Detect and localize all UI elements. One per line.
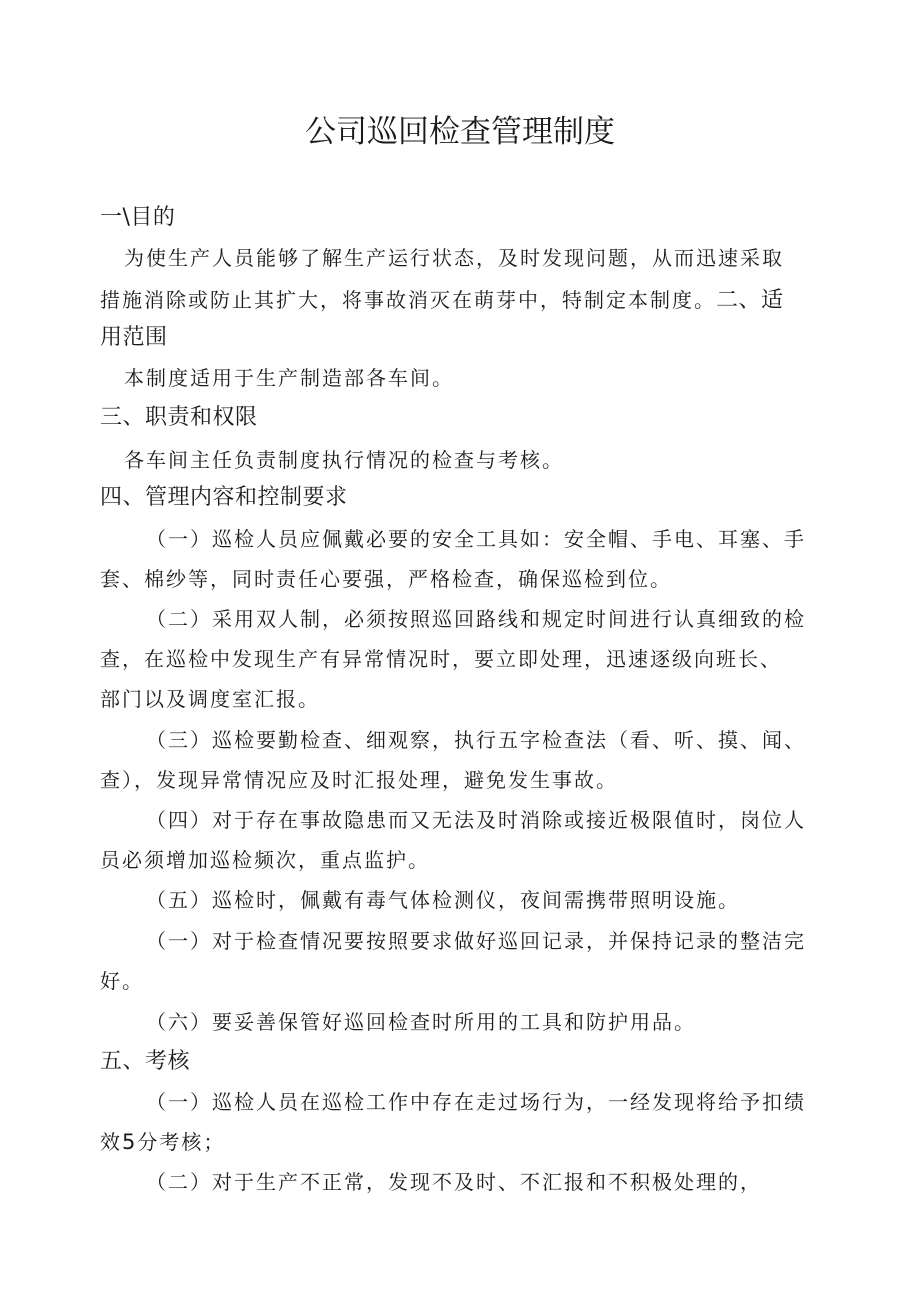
paragraph-line: 部门以及调度室汇报。: [100, 687, 320, 711]
paragraph-text: 分考核；: [137, 1130, 226, 1154]
paragraph-line: （一）巡检人员在巡检工作中存在走过场行为，一经发现将给予扣绩: [146, 1090, 806, 1114]
paragraph-line: [100, 1122, 822, 1162]
paragraph-line: 查，在巡检中发现生产有异常情况时，要立即处理，迅速逐级向班长、: [100, 647, 782, 671]
paragraph-line: （二）对于生产不正常，发现不及时、不汇报和不积极处理的，: [146, 1170, 762, 1194]
paragraph-text: 措施消除或防止其扩大，将事故消灭在萌芽中，特制定本制度。: [100, 288, 716, 312]
section-heading-management: 四、管理内容和控制要求: [100, 485, 348, 510]
paragraph-line: 查），发现异常情况应及时汇报处理，避免发生事故。: [100, 768, 618, 792]
paragraph-line: 员必须增加巡检频次，重点监护。: [100, 848, 430, 872]
paragraph-line: （一）巡检人员应佩戴必要的安全工具如：安全帽、手电、耳塞、手: [146, 527, 806, 551]
section-heading-scope-cont: 用范围: [100, 325, 168, 350]
paragraph-line: （六）要妥善保管好巡回检查时所用的工具和防护用品。: [146, 1010, 696, 1034]
paragraph-line: 为使生产人员能够了解生产运行状态，及时发现问题，从而迅速采取: [124, 246, 784, 270]
paragraph-line: 各车间主任负责制度执行情况的检查与考核。: [124, 448, 564, 472]
paragraph-line: 本制度适用于生产制造部各车间。: [124, 366, 454, 390]
section-heading-scope: 二、适: [716, 288, 784, 313]
paragraph-line: [100, 280, 822, 321]
paragraph-line: （一）对于检查情况要按照要求做好巡回记录，并保持记录的整洁完: [146, 929, 806, 953]
section-heading-purpose: 一\目的: [100, 205, 176, 230]
paragraph-line: 套、棉纱等，同时责任心要强，严格检查，确保巡检到位。: [100, 567, 672, 591]
document-title: 公司巡回检查管理制度: [305, 114, 615, 150]
paragraph-line: （三）巡检要勤检查、细观察，执行五字检查法（看、听、摸、闻、: [146, 728, 806, 752]
paragraph-line: （四）对于存在事故隐患而又无法及时消除或接近极限值时，岗位人: [146, 808, 806, 832]
paragraph-line: （五）巡检时，佩戴有毒气体检测仪，夜间需携带照明设施。: [146, 888, 740, 912]
paragraph-line: 好。: [100, 969, 144, 993]
paragraph-line: （二）采用双人制，必须按照巡回路线和规定时间进行认真细致的检: [146, 607, 806, 631]
section-heading-responsibility: 三、职责和权限: [100, 405, 258, 430]
paragraph-text: 效: [100, 1130, 122, 1154]
score-number: 5: [122, 1130, 138, 1154]
section-heading-assessment: 五、考核: [100, 1049, 191, 1074]
